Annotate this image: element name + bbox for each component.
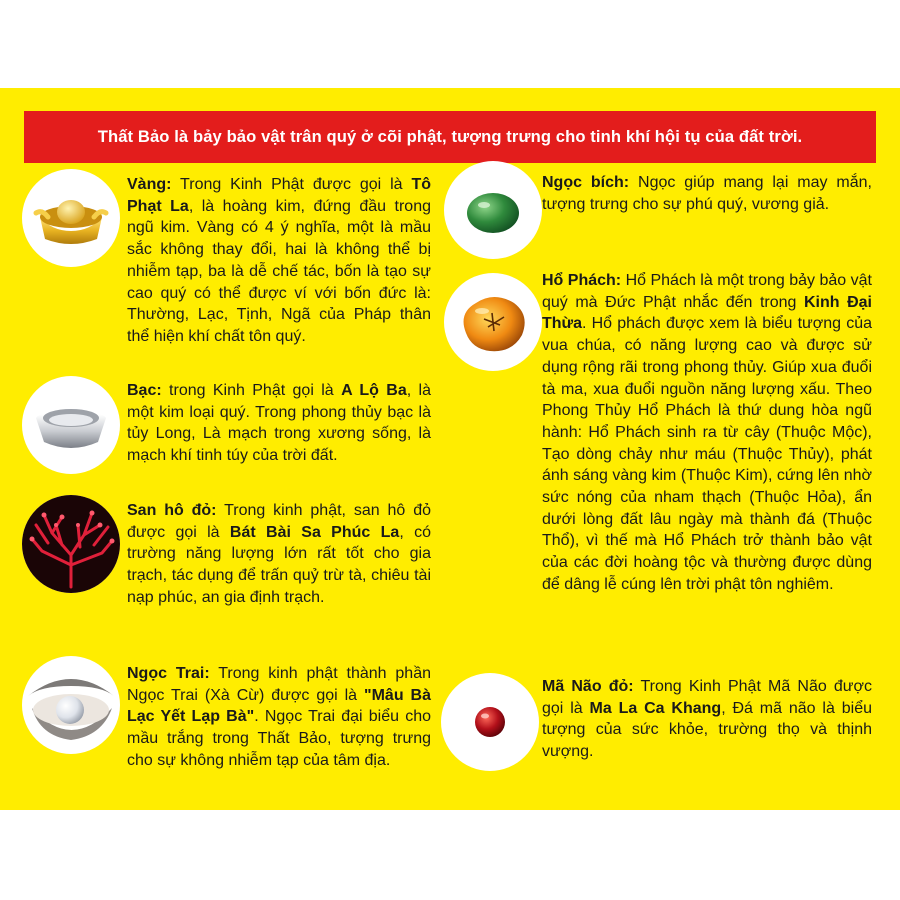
gold-ingot-icon [22,169,120,267]
item-ma-nao: Mã Não đỏ: Trong Kinh Phật Mã Não được gọi là Ma La Ca Khang, Đá mã não là biểu tượng của sức khỏe, trường thọ và thịnh vượng. [542,678,873,761]
item-ho-phach: Hổ Phách: Hổ Phách là một trong bảy bảo vật quý mà Đức Phật nhắc đến trong Kinh Đại Thừa. Hổ phách được xem là biểu tượng của vua chúa, có năng lượng cao và được sử dụng rộng rãi trong phong thủy. Giúp xua đuổi tà ma, xua đuổi nguồn năng lượng xấu. Theo Phong Thủy Hổ Phách là thứ dung hòa ngũ hành: Hổ Phách sinh ra từ cây (Thuộc Mộc), Tạo dòng chảy như máu (Thuộc Thủy), phát ánh sáng vàng kim (Thuộc Kim), cứng lên nhờ sức nóng của nham thạch (Thuộc Hỏa), ẩn dưới lòng đất lâu ngày mà thành đá (Thuộc Thổ), vì thế mà Hổ Phách trở thành bảo vật của các đời hoàng tộc và thường được dùng để dâng lễ cúng lên trời phật tôn nghiêm. [542,272,873,593]
carnelian-bead-icon [441,673,539,771]
banner-text: Thất Bảo là bảy bảo vật trân quý ở cõi phật, tượng trưng cho tinh khí hội tụ của đất trời. [97,127,803,146]
item-bac: Bạc: trong Kinh Phật gọi là A Lộ Ba, là một kim loại quý. Trong phong thủy bạc là tủy Long, Là mạch trong xương sống, là mạch khí tinh túy của trời đất. [127,382,432,465]
amber-stone-icon [444,273,542,371]
pearl-oyster-icon [22,656,120,754]
title-banner [24,111,876,163]
item-san-ho: San hô đỏ: Trong kinh phật, san hô đỏ được gọi là Bát Bài Sa Phúc La, có trường năng lượng lớn rất tốt cho gia trạch, tác dụng để trấn quỷ trừ tà, chiêu tài nạp phúc, an gia định trạch. [127,502,431,606]
item-ngoc-bich: Ngọc bích: Ngọc giúp mang lại may mắn, tượng trưng cho sự phú quý, vương giả. [542,174,872,213]
red-coral-icon [22,495,120,593]
silver-ingot-icon [22,376,120,474]
item-vang: Vàng: Trong Kinh Phật được gọi là Tô Phạt La, là hoàng kim, đứng đầu trong ngũ kim. Vàng có 4 ý nghĩa, một là mầu sắc không thay đổi, hai là không thể bị nhiễm tạp, ba là dễ chế tác, bốn là tạo sự cao quý có thể được ví với bốn đức là: Thường, Lạc, Tịnh, Ngã của Pháp thân thể hiện khí chất tôn quý. [127,176,431,345]
jade-stone-icon [444,161,542,259]
item-ngoc-trai: Ngọc Trai: Trong kinh phật thành phần Ngọc Trai (Xà Cừ) được gọi là "Mâu Bà Lạc Yết Lạp Bà". Ngọc Trai đại biểu cho mầu trắng trong Thất Bảo, tượng trưng cho sự không nhiễm tạp của tâm địa. [127,665,432,769]
